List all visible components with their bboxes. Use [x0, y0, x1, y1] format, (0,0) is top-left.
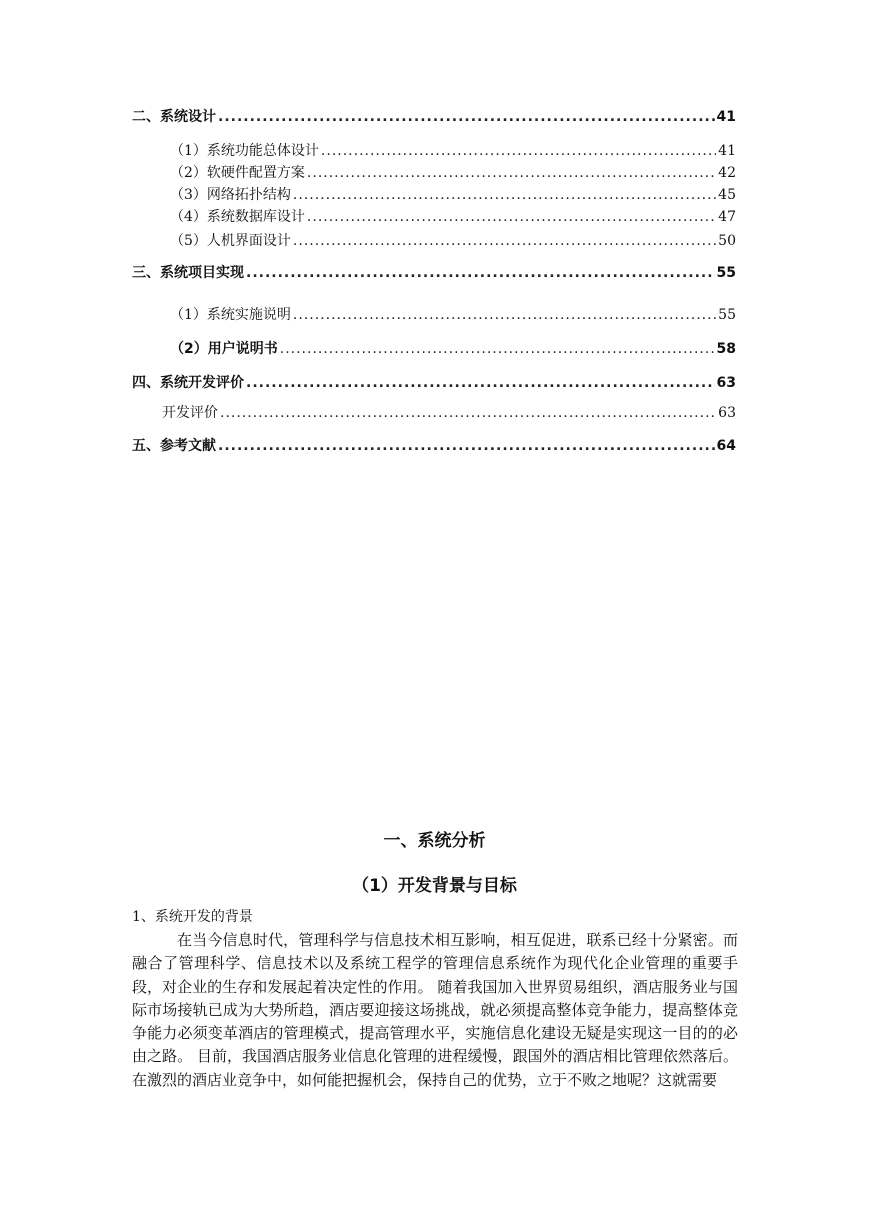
toc-entry-user-manual[interactable] [132, 338, 736, 358]
toc-leader-dots [246, 375, 715, 391]
toc-leader-dots [246, 265, 715, 281]
toc-entry-page: 64 [716, 438, 736, 454]
toc-leader-dots [293, 187, 716, 203]
toc-entry-label: 四、系统开发评价 [132, 375, 244, 391]
toc-leader-dots [293, 307, 716, 323]
toc-leader-dots [293, 233, 716, 249]
toc-entry-function-design[interactable] [132, 140, 736, 160]
toc-entry-references[interactable] [132, 435, 736, 455]
toc-entry-page: 50 [718, 233, 736, 249]
toc-entry-ui-design[interactable] [132, 230, 736, 250]
toc-leader-dots [307, 165, 716, 181]
toc-entry-network-topology[interactable] [132, 184, 736, 204]
toc-entry-page: 45 [718, 187, 736, 203]
body-paragraph: 在当今信息时代，管理科学与信息技术相互影响，相互促进，联系已经十分紧密。而融合了管理科学、信息技术以及系统工程学的管理信息系统作为现代化企业管理的重要手段，对企业的生存和发展起着决定性的作用。 随着我国加入世界贸易组织，酒店服务业与国际市场接轨已成为大势所趋，酒店要迎接这场挑战，就必须提高整体竞争能力，提高整体竞争能力必须变革酒店的管理模式，提高管理水平，实施信息化建设无疑是实现这一目的的必由之路。 目前，我国酒店服务业信息化管理的进程缓慢，跟国外的酒店相比管理依然落后。在激烈的酒店业竞争中，如何能把握机会，保持自己的优势，立于不败之地呢？这就需要 [132, 931, 738, 1089]
toc-entry-label: 五、参考文献 [132, 438, 216, 454]
toc-entry-page: 47 [718, 209, 736, 225]
toc-entry-label: （5）人机界面设计 [170, 233, 291, 249]
toc-entry-page: 55 [716, 265, 736, 281]
toc-leader-dots [218, 109, 715, 125]
toc-entry-label: 开发评价 [162, 405, 218, 421]
toc-entry-page: 55 [718, 307, 736, 323]
toc-entry-page: 41 [716, 109, 736, 125]
toc-entry-page: 63 [718, 405, 736, 421]
toc-entry-evaluation[interactable] [132, 372, 736, 392]
toc-entry-page: 58 [716, 341, 736, 357]
toc-entry-label: （1）系统功能总体设计 [170, 143, 319, 159]
toc-leader-dots [321, 143, 716, 159]
toc-entry-system-design[interactable] [132, 106, 736, 126]
toc-entry-implementation[interactable] [132, 262, 736, 282]
toc-leader-dots [280, 341, 715, 357]
toc-entry-label: （2）用户说明书 [170, 341, 278, 357]
toc-entry-label: （2）软硬件配置方案 [170, 165, 305, 181]
toc-entry-page: 41 [718, 143, 736, 159]
toc-entry-label: 二、系统设计 [132, 109, 216, 125]
toc-entry-page: 42 [718, 165, 736, 181]
toc-entry-label: （4）系统数据库设计 [170, 209, 305, 225]
toc-entry-label: （3）网络拓扑结构 [170, 187, 291, 203]
toc-entry-dev-evaluation[interactable] [132, 402, 736, 422]
chapter-title: 一、系统分析 [383, 831, 486, 851]
subsection-heading: 1、系统开发的背景 [132, 909, 253, 925]
toc-leader-dots [307, 209, 716, 225]
toc-entry-implementation-notes[interactable] [132, 304, 736, 324]
toc-entry-database-design[interactable] [132, 206, 736, 226]
toc-entry-label: 三、系统项目实现 [132, 265, 244, 281]
toc-entry-page: 63 [716, 375, 736, 391]
toc-leader-dots [218, 438, 715, 454]
toc-entry-label: （1）系统实施说明 [170, 307, 291, 323]
toc-leader-dots [220, 405, 716, 421]
section-title: （1）开发背景与目标 [352, 876, 517, 896]
toc-entry-hw-sw-config[interactable] [132, 162, 736, 182]
